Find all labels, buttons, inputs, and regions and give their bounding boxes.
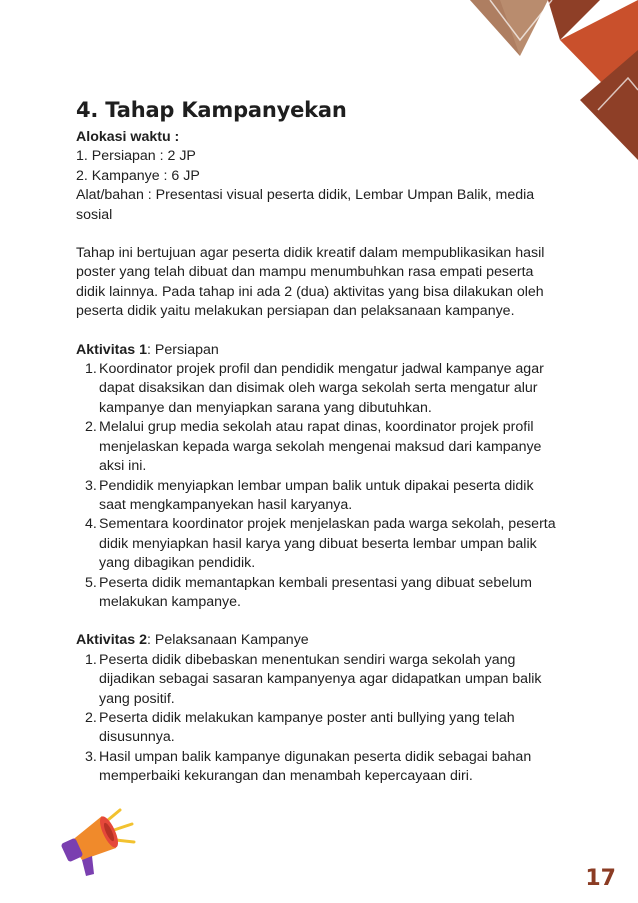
list-item-text: Hasil umpan balik kampanye digunakan peserta didik sebagai bahan memperbaiki kekurangan dan menambah kepercayaan diri. <box>99 748 532 785</box>
aktivitas-2-list <box>76 651 556 787</box>
aktivitas-1-name: : Persiapan <box>146 341 219 358</box>
alokasi-line: 1. Persiapan : 2 JP <box>76 148 196 165</box>
list-number: 2. <box>85 419 97 436</box>
list-item-text: Sementara koordinator projek menjelaskan pada warga sekolah, peserta didik menyiapkan hasil karya yang dibuat beserta lembar umpan balik yang dibagikan pendidik. <box>99 516 556 572</box>
list-item-text: Peserta didik melakukan kampanye poster anti bullying yang telah disusunnya. <box>99 709 515 746</box>
aktivitas-1-heading <box>76 341 556 360</box>
list-item-text: Peserta didik memantapkan kembali presentasi yang dibuat sebelum melakukan kampanye. <box>99 574 532 610</box>
list-number: 3. <box>85 748 97 765</box>
list-number: 1. <box>85 651 97 668</box>
list-item <box>76 709 556 748</box>
list-item-text: Pendidik menyiapkan lembar umpan balik untuk dipakai peserta didik saat mengkampanyekan hasil karyanya. <box>99 477 534 513</box>
intro-paragraph: Tahap ini bertujuan agar peserta didik kreatif dalam mempublikasikan hasil poster yang telah dibuat dan mampu menumbuhkan rasa empati peserta didik lainnya. Pada tahap ini ada 2 (dua) aktivitas yang bisa dilakukan oleh peserta didik yaitu melakukan persiapan dan pelaksanaan kampanye. <box>76 245 545 320</box>
section-title: 4. Tahap Kampanyekan <box>76 98 347 122</box>
list-number: 2. <box>85 709 97 726</box>
list-item <box>76 477 556 516</box>
list-number: 1. <box>85 361 97 378</box>
list-item-text: Peserta didik dibebaskan menentukan sendiri warga sekolah yang dijadikan sebagai sasaran kampanyenya agar didapatkan umpan balik yang positif. <box>99 651 542 707</box>
list-number: 3. <box>85 477 97 494</box>
list-item <box>76 418 556 476</box>
aktivitas-1-list <box>76 360 556 612</box>
aktivitas-2-label: Aktivitas 2 <box>76 632 147 649</box>
main-content <box>76 98 556 787</box>
list-number: 4. <box>85 516 97 533</box>
list-item <box>76 360 556 418</box>
list-item <box>76 515 556 573</box>
list-number: 5. <box>85 574 97 591</box>
megaphone-icon <box>60 808 140 883</box>
alokasi-heading: Alokasi waktu : <box>76 129 180 145</box>
list-item <box>76 748 556 787</box>
list-item <box>76 574 556 613</box>
aktivitas-1-label: Aktivitas 1 <box>76 341 147 358</box>
page-number: 17 <box>585 866 616 891</box>
list-item <box>76 651 556 709</box>
alokasi-line: 2. Kampanye : 6 JP <box>76 167 200 184</box>
list-item-text: Melalui grup media sekolah atau rapat dinas, koordinator projek profil menjelaskan kepada warga sekolah mengenai maksud dari kampanye aksi ini. <box>99 419 542 475</box>
list-item-text: Koordinator projek profil dan pendidik mengatur jadwal kampanye agar dapat disaksikan dan disimak oleh warga sekolah serta mengatur alur kampanye dan menyiapkan sarana yang dibutuhkan. <box>99 361 544 416</box>
alat-bahan: Alat/bahan : Presentasi visual peserta didik, Lembar Umpan Balik, media sosial <box>76 187 535 223</box>
aktivitas-2-heading <box>76 631 556 650</box>
aktivitas-2-name: : Pelaksanaan Kampanye <box>146 632 309 649</box>
